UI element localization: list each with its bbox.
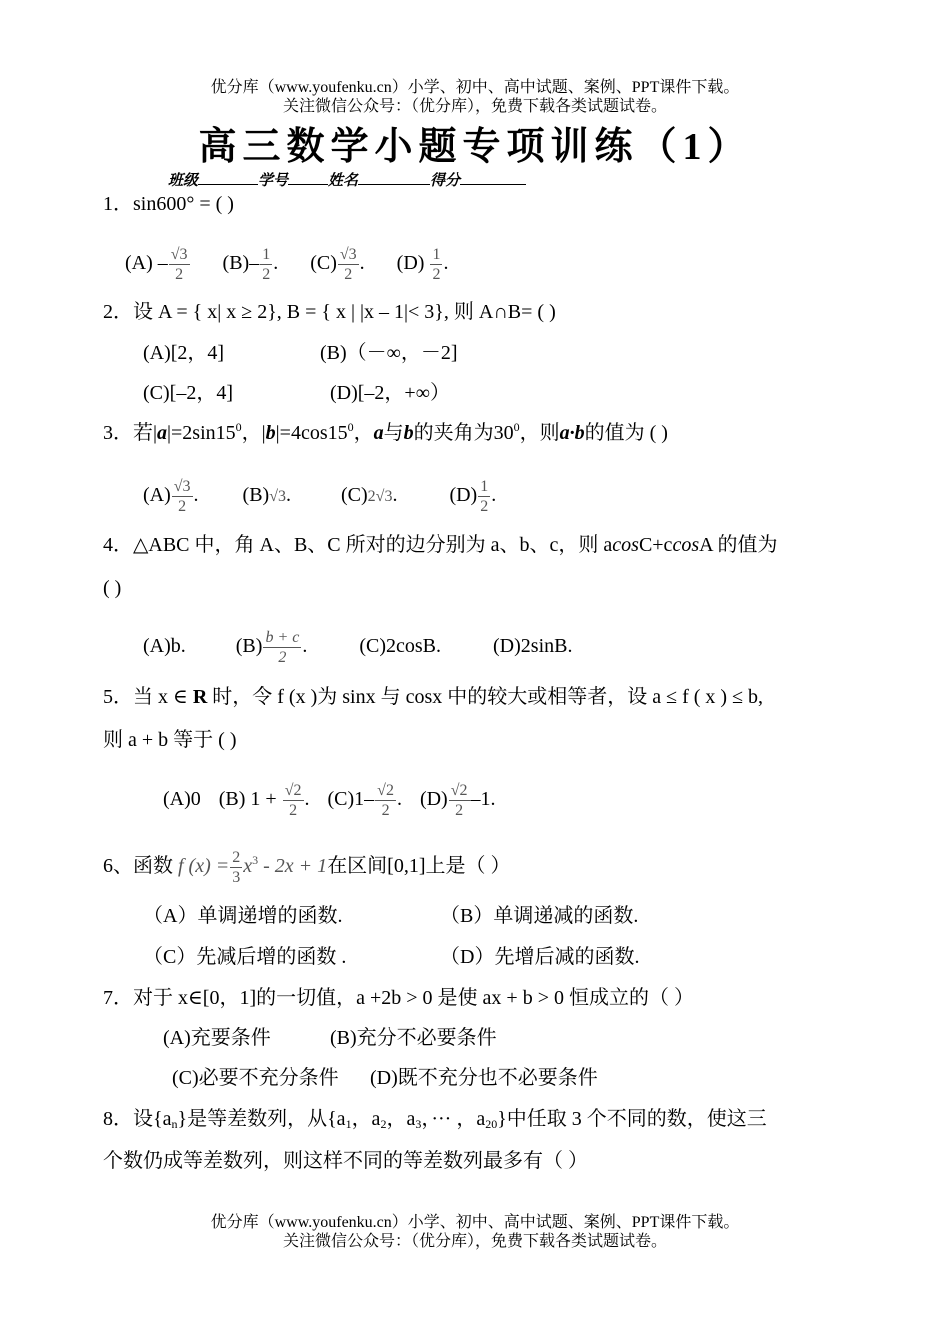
q1-stem: 1．sin600° = ( ) [103, 193, 234, 215]
q3-stem: 3．若$|a|=2\sin 15^0$，$|b|=4\cos 15^0$，a与b的夹角为$30^0$，则a·b的值为 ( ) [103, 420, 668, 444]
score-blank [460, 168, 526, 185]
header-line-1: 优分库（www.youfenku.cn）小学、初中、高中试题、案例、PPT课件下载。 [210, 79, 740, 96]
q3-option-c: (C)2√3. [341, 484, 398, 507]
q5-options [163, 781, 496, 820]
score-label: 得分 [430, 173, 461, 189]
name-label: 姓名 [328, 173, 359, 189]
q7-stem: 7．对于 x∈[0，1]的一切值，a +2b > 0 是使 ax + b > 0 恒成立的（ ） [103, 987, 694, 1009]
q7-option-c: (C)必要不充分条件 [172, 1067, 339, 1089]
q2-option-d: (D)[–2，+∞） [330, 382, 450, 404]
footer-line-1: 优分库（www.youfenku.cn）小学、初中、高中试题、案例、PPT课件下载。 [210, 1214, 740, 1231]
header-line-2: 关注微信公众号：（优分库），免费下载各类试题试卷。 [282, 98, 667, 115]
q1-option-c: (C) $\frac{√3}{2}$ . [310, 246, 365, 283]
q5-option-c: (C)1– $\frac{√2}{2}$ . [327, 782, 402, 819]
student-info-line [168, 168, 526, 192]
q1-option-b: (B)– $\frac{1}{2}$ . [222, 246, 279, 283]
q6-option-d: （D）先增后减的函数. [440, 946, 640, 968]
q3-options [143, 477, 496, 516]
q6-option-c: （C）先减后增的函数 . [143, 946, 347, 968]
q1-options [125, 245, 448, 284]
q6-option-b: （B）单调递减的函数. [440, 905, 639, 927]
q4-option-b: (B) $\frac{b + c}{2}$ . [235, 629, 308, 666]
q3-option-d: (D) $\frac{1}{2}$ . [449, 478, 497, 515]
q4-option-c: (C)2cosB. [359, 635, 442, 658]
q4-option-a: (A)b. [143, 635, 186, 658]
q6-stem: 6、函数 f (x) = $\frac{2}{3}$ $x^3 - 2x + 1$在区间[0,1]上是（ ） [103, 849, 511, 886]
q3-option-b: (B)√3. [242, 484, 291, 507]
q4-stem: 4．△ABC 中，角 A、B、C 所对的边分别为 a、b、c，则 acosC+ccosA 的值为 [103, 534, 778, 556]
q2-option-b: (B)（－∞，－2] [320, 342, 458, 364]
q3-option-a: (A) $\frac{√3}{2}$ . [143, 478, 199, 515]
class-blank [198, 168, 258, 185]
q5-stem-line-2: 则 a + b 等于 ( ) [103, 729, 237, 751]
q4-answer-paren: ( ) [103, 577, 122, 599]
q8-stem: 8．设$\{a_n\}$是等差数列，从{$a_1$，$a_2$，$a_3$，··· ，$a_{20}$}中任取 3 个不同的数，使这三 [103, 1108, 767, 1131]
page-title: 高三数学小题专项训练（1） [198, 126, 752, 168]
class-label: 班级 [168, 173, 199, 189]
footer-line-2: 关注微信公众号：（优分库），免费下载各类试题试卷。 [282, 1233, 667, 1250]
q2-stem: 2．设 A = { x| x ≥ 2}, B = { x | |x – 1|< 3}, 则 A∩B= ( ) [103, 301, 556, 323]
q4-options [143, 628, 572, 667]
q5-stem: 5．当 x ∈ R 时，令 f (x )为 sinx 与 cosx 中的较大或相等者，设 a ≤ f ( x ) ≤ b, [103, 686, 764, 708]
q5-option-d: (D) $\frac{√2}{2}$ –1. [419, 782, 496, 819]
q7-option-d: (D)既不充分也不必要条件 [370, 1067, 598, 1089]
name-blank [358, 168, 430, 185]
q5-option-a: (A)0 [163, 788, 201, 811]
q7-option-b: (B)充分不必要条件 [330, 1027, 497, 1049]
q7-option-a: (A)充要条件 [163, 1027, 271, 1049]
q1-option-d: (D) $\frac{1}{2}$ . [396, 246, 449, 283]
q5-option-b: (B) 1 + $\frac{√2}{2}$ . [218, 782, 310, 819]
q8-stem-line-2: 个数仍成等差数列，则这样不同的等差数列最多有（ ） [103, 1150, 588, 1172]
q4-option-d: (D)2sinB. [493, 635, 573, 658]
q1-option-a: (A) – $\frac{√3}{2}$ [125, 246, 188, 283]
id-label: 学号 [258, 173, 289, 189]
q6-option-a: （A）单调递增的函数. [143, 905, 343, 927]
q2-option-a: (A)[2，4] [143, 342, 225, 364]
q2-option-c: (C)[–2，4] [143, 382, 233, 404]
id-blank [288, 168, 328, 185]
